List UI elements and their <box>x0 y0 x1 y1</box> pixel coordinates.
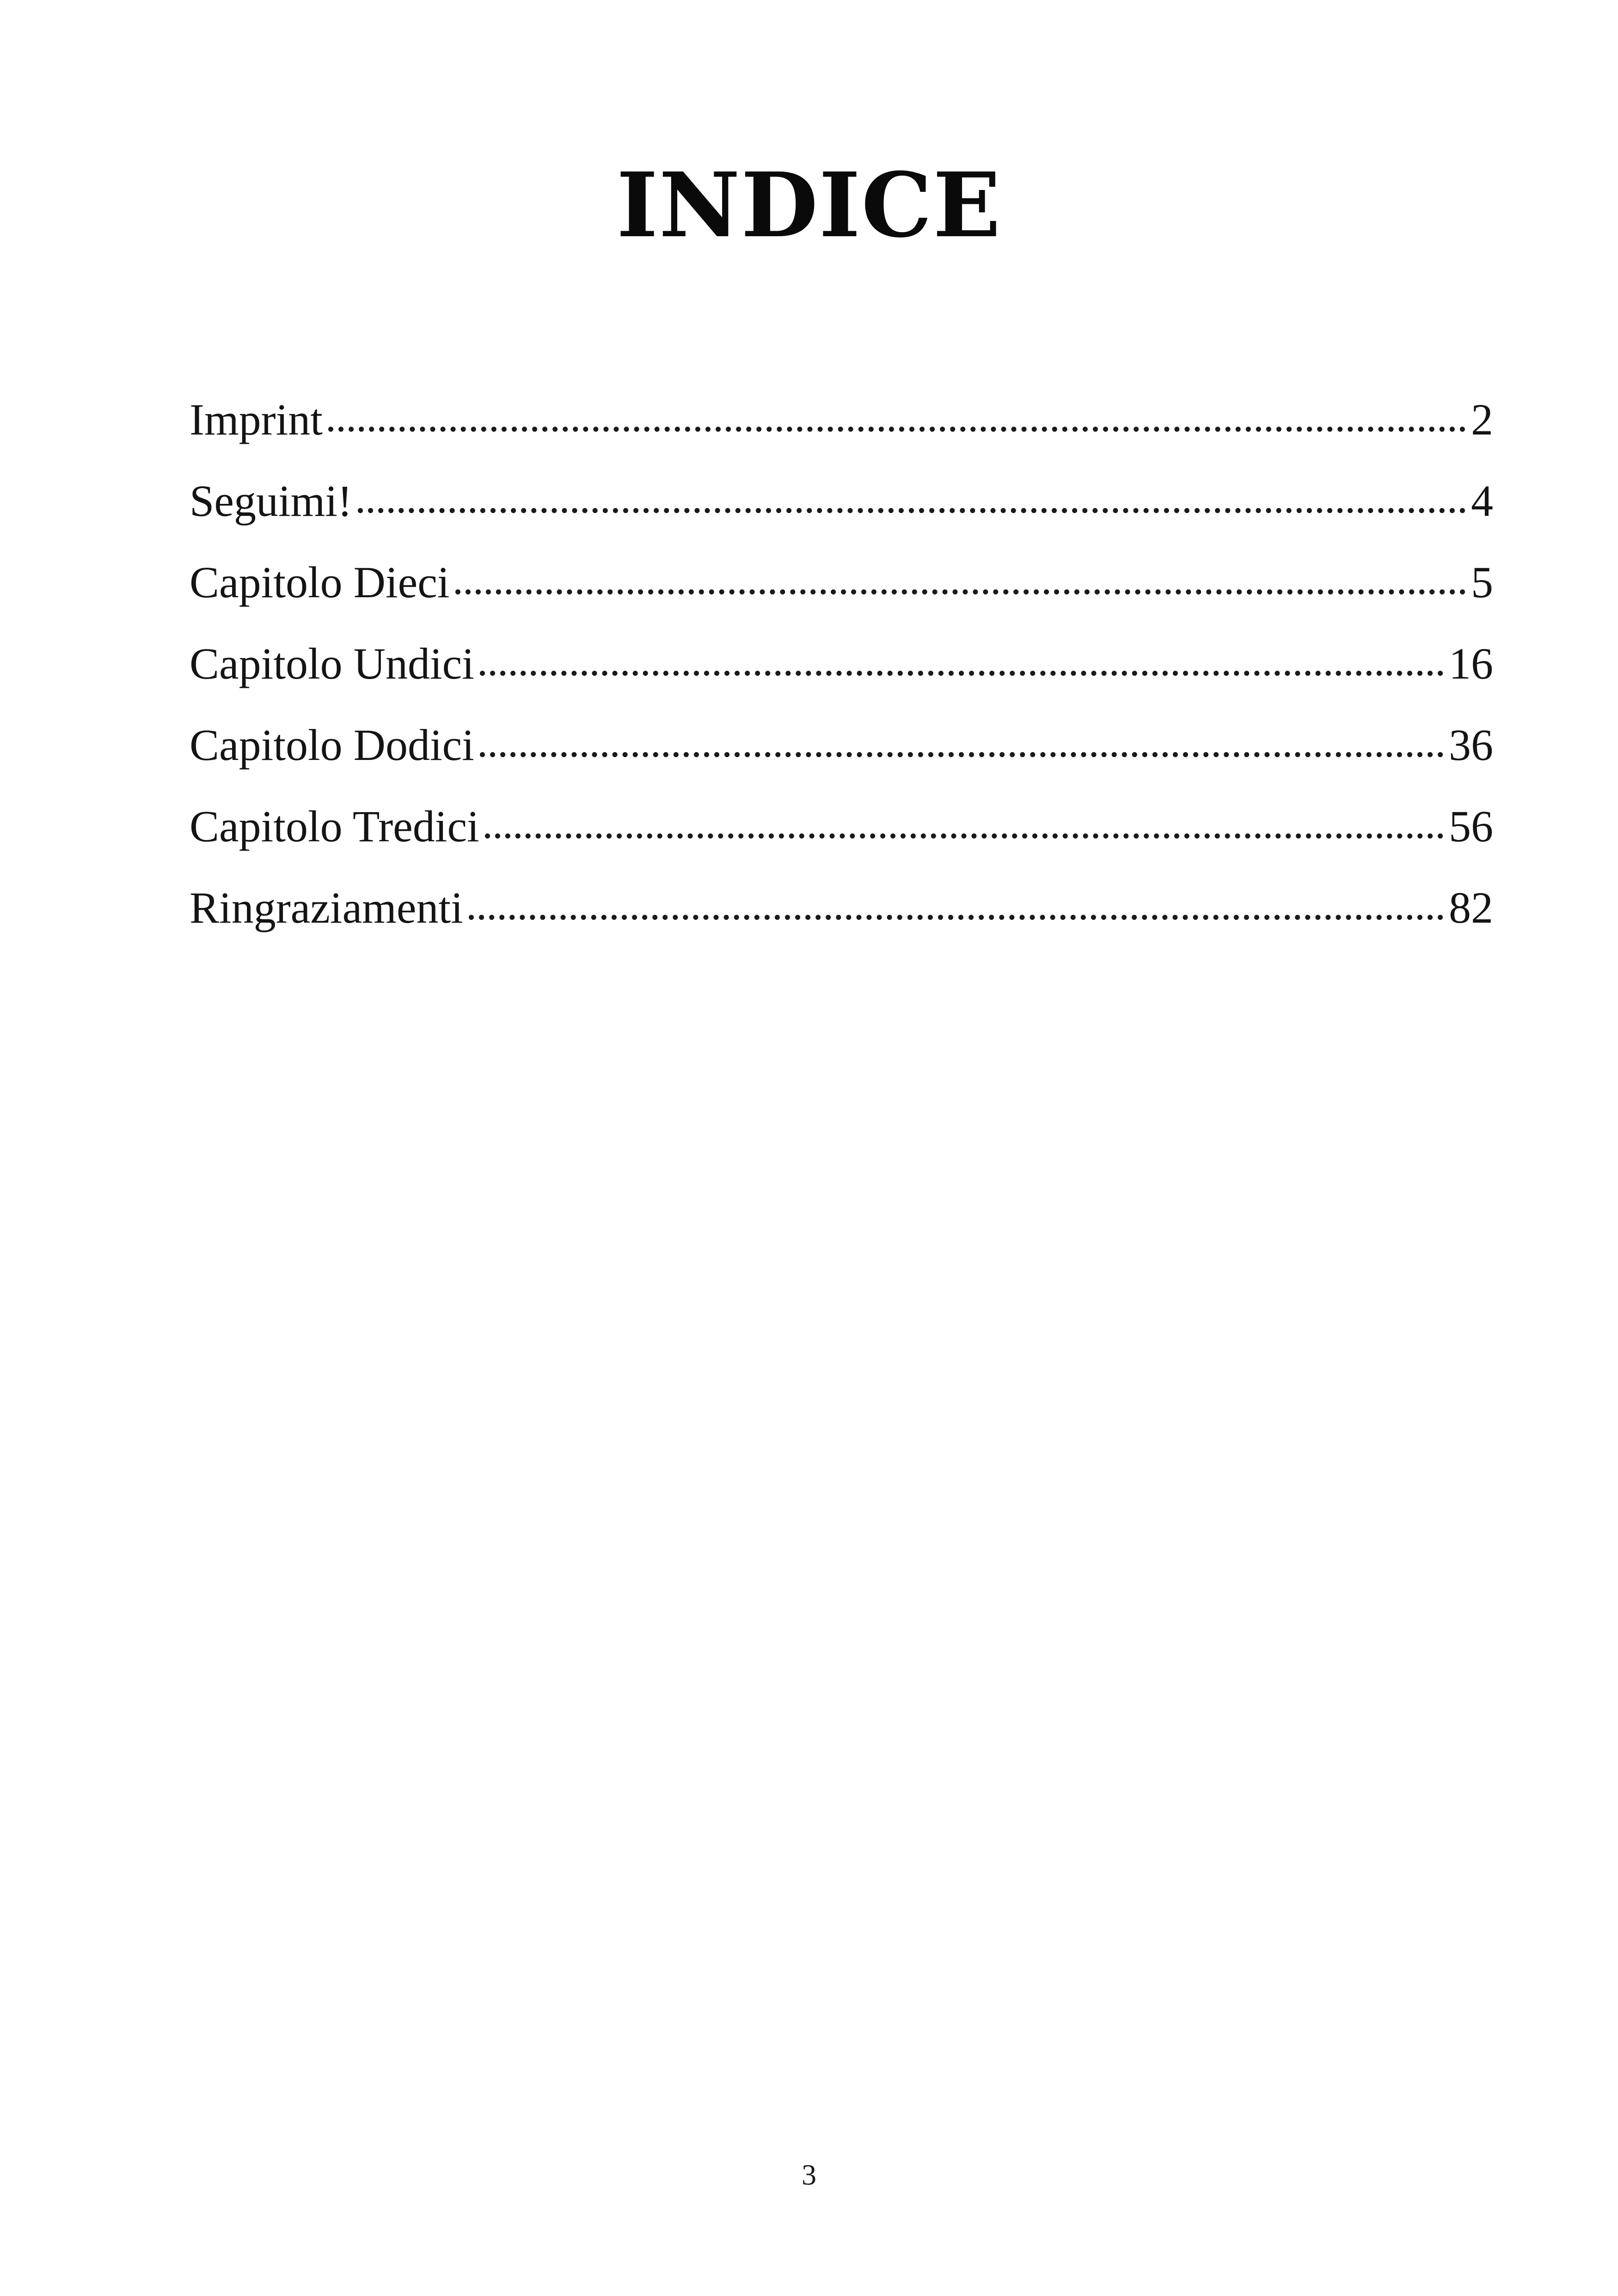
dot-leader <box>328 427 1465 432</box>
toc-entry-page: 82 <box>1449 883 1493 932</box>
toc-entry-page: 16 <box>1449 639 1493 688</box>
toc-entry-label: Capitolo Dodici <box>190 720 474 770</box>
toc-entry-imprint[interactable] <box>190 379 1493 460</box>
toc-entry-capitolo-dodici[interactable] <box>190 704 1493 786</box>
toc-entry-label: Capitolo Undici <box>190 639 474 688</box>
page-number: 3 <box>802 2158 816 2191</box>
table-of-contents <box>190 379 1493 949</box>
toc-entry-capitolo-tredici[interactable] <box>190 786 1493 867</box>
toc-entry-capitolo-undici[interactable] <box>190 623 1493 704</box>
toc-entry-page: 5 <box>1471 557 1493 607</box>
toc-entry-ringraziamenti[interactable] <box>190 867 1493 949</box>
dot-leader <box>469 915 1443 920</box>
toc-entry-label: Ringraziamenti <box>190 883 463 932</box>
page-title: INDICE <box>616 153 1002 257</box>
toc-entry-seguimi[interactable] <box>190 460 1493 542</box>
dot-leader <box>455 589 1465 594</box>
toc-entry-page: 2 <box>1471 395 1493 444</box>
dot-leader <box>485 833 1443 839</box>
toc-entry-label: Seguimi! <box>190 476 352 526</box>
toc-entry-page: 4 <box>1471 476 1493 526</box>
dot-leader <box>480 671 1443 676</box>
toc-entry-label: Imprint <box>190 395 323 444</box>
toc-entry-label: Capitolo Dieci <box>190 557 450 607</box>
toc-entry-capitolo-dieci[interactable] <box>190 542 1493 623</box>
toc-entry-page: 36 <box>1449 720 1493 770</box>
toc-entry-page: 56 <box>1449 802 1493 851</box>
dot-leader <box>480 752 1443 757</box>
dot-leader <box>358 508 1465 513</box>
toc-entry-label: Capitolo Tredici <box>190 802 479 851</box>
